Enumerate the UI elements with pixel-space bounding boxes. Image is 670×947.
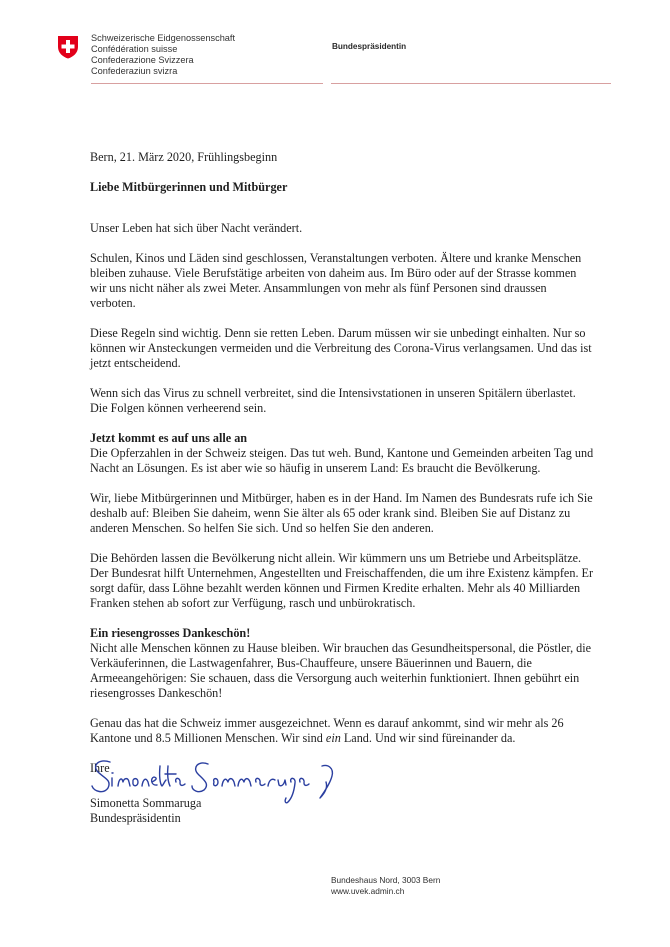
closing: Ihre: [90, 761, 110, 775]
signer-name: Simonetta Sommaruga: [90, 796, 202, 810]
paragraph: Nicht alle Menschen können zu Hause bleiben. Wir brauchen das Gesundheitspersonal, die Pöstler, die Verkäuferinnen, die Lastwagenfahrer, Bus-Chauffeure, unsere Bäuerinnen und Bauern, die Armeeangehörigen: Sie schauen, dass die Versorgung auch weiterhin funktioniert. Ihnen gebührt ein riesengrosses Dankeschön!: [90, 641, 592, 700]
salutation: Liebe Mitbürgerinnen und Mitbürger: [90, 180, 288, 194]
letterhead-rule: [331, 83, 611, 84]
paragraph: [90, 716, 595, 746]
section-heading: Jetzt kommt es auf uns alle an: [90, 431, 248, 445]
confederation-line: Confederazione Svizzera: [91, 55, 194, 65]
confederation-names: [91, 33, 311, 77]
confederation-line: Schweizerische Eidgenossenschaft: [91, 33, 236, 43]
confederation-line: Confederaziun svizra: [91, 66, 178, 76]
swiss-crest-icon: [57, 35, 79, 59]
paragraph-text: Land. Und wir sind füreinander da.: [340, 731, 516, 745]
office-name: Bundespräsidentin: [332, 42, 407, 51]
paragraph-text: Genau das hat die Schweiz immer ausgezeichnet. Wenn es darauf ankommt, sind wir mehr als 26 Kantone und 8.5 Millionen Menschen. Wir sind: [90, 716, 564, 745]
footer: [331, 875, 440, 897]
footer-address: Bundeshaus Nord, 3003 Bern: [331, 875, 441, 885]
footer-website: www.uvek.admin.ch: [331, 886, 405, 896]
paragraph: Die Opferzahlen in der Schweiz steigen. Das tut weh. Bund, Kantone und Gemeinden arbeiten Tag und Nacht an Lösungen. Es ist aber wie so häufig in unserem Land: Es braucht die Bevölkerung.: [90, 446, 594, 475]
letterhead-rule: [91, 83, 323, 84]
signer-block: [90, 796, 201, 826]
paragraph: Unser Leben hat sich über Nacht verändert.: [90, 221, 303, 235]
signer-title: Bundespräsidentin: [90, 811, 181, 825]
paragraph: Wenn sich das Virus zu schnell verbreitet, sind die Intensivstationen in unseren Spitälern überlastet. Die Folgen können verheerend sein.: [90, 386, 576, 415]
section-heading: Ein riesengrosses Dankeschön!: [90, 626, 251, 640]
letter-date: Bern, 21. März 2020, Frühlingsbeginn: [90, 150, 278, 164]
paragraph: Wir, liebe Mitbürgerinnen und Mitbürger, haben es in der Hand. Im Namen des Bundesrats rufe ich Sie deshalb auf: Bleiben Sie daheim, wenn Sie älter als 65 oder krank sind. Bleiben Sie auf Distanz zu anderen Menschen. So helfen Sie sich. Und so helfen Sie den anderen.: [90, 491, 593, 535]
confederation-line: Confédération suisse: [91, 44, 178, 54]
paragraph: Diese Regeln sind wichtig. Denn sie retten Leben. Darum müssen wir sie unbedingt einhalten. Nur so können wir Ansteckungen vermeiden und die Verbreitung des Corona-Virus verlangsamen. Und das ist jetzt entscheidend.: [90, 326, 592, 370]
letterhead: [57, 33, 617, 91]
paragraph: Die Behörden lassen die Bevölkerung nicht allein. Wir kümmern uns um Betriebe und Arbeitsplätze. Der Bundesrat hilft Unternehmen, Angestellten und Freischaffenden, die um ihre Existenz kämpfen. Er sorgt dafür, dass Löhne bezahlt werden können und Firmen Kredite erhalten. Mehr als 40 Milliarden Franken stehen ab sofort zur Verfügung, rasch und unbürokratisch.: [90, 551, 594, 610]
emphasis: ein: [325, 731, 341, 745]
letter-body: [90, 150, 595, 776]
paragraph: Schulen, Kinos und Läden sind geschlossen, Veranstaltungen verboten. Ältere und kranke Menschen bleiben zuhause. Viele Berufstätige arbeiten von daheim aus. Im Büro oder auf der Strasse kommen wir uns nicht näher als zwei Meter. Ansammlungen von mehr als fünf Personen sind draussen verboten.: [90, 251, 582, 310]
